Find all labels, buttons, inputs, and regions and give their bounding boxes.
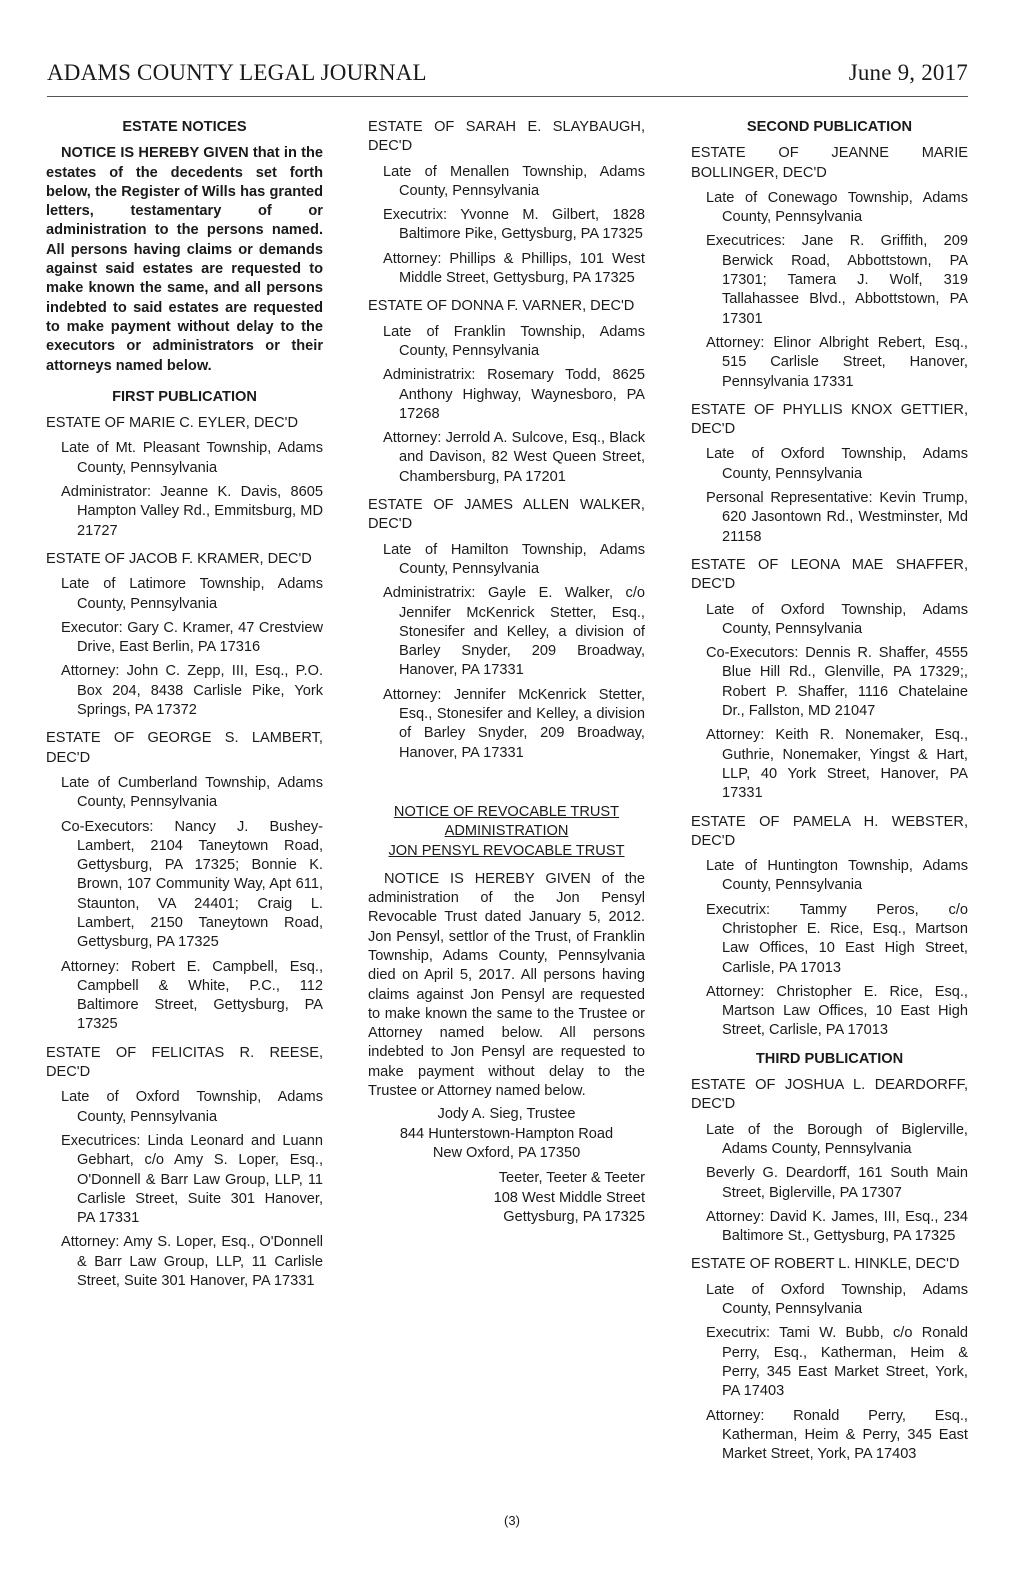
estate-line: Attorney: Jennifer McKenrick Stetter, Esq., Stonesifer and Kelley, a division of Barley Snyder, 209 Broadway, Hanover, PA 17331 [383,686,645,761]
estate-line: Late of Franklin Township, Adams County, Pennsylvania [383,323,645,359]
estate-notice [691,401,968,547]
estate-notice [691,813,968,1041]
estate-title: ESTATE OF GEORGE S. LAMBERT, DEC'D [46,730,323,766]
trust-attorney-address: 108 West Middle Street [493,1189,645,1206]
trust-notice-body: NOTICE IS HEREBY GIVEN of the administration of the Jon Pensyl Revocable Trust dated January 5, 2012. Jon Pensyl, settlor of the Trust, of Franklin Township, Adams County, Pennsylvania died on April 5, 2017. All persons having claims against Jon Pensyl are requested to make known the same to the Trustee or Attorney named below. All persons indebted to Jon Pensyl are requested to make payment without delay to the Trustee or Attorney named below. [368,870,645,1100]
estate-line: Late of Mt. Pleasant Township, Adams County, Pennsylvania [61,440,323,476]
estate-title: ESTATE OF FELICITAS R. REESE, DEC'D [46,1044,323,1081]
estate-notice [691,144,968,392]
estate-line: Executrix: Tami W. Bubb, c/o Ronald Perry, Esq., Katherman, Heim & Perry, 345 East Market Street, York, PA 17403 [706,1325,968,1400]
estate-notice [46,414,323,541]
column-1 [46,118,323,1300]
estate-line: Executrices: Linda Leonard and Luann Gebhart, c/o Amy S. Loper, Esq., O'Donnell & Barr Law Group, LLP, 11 Carlisle Street, Suite 301 Hanover, PA 17331 [61,1132,323,1227]
page-number: (3) [504,1513,520,1528]
estate-title: ESTATE OF LEONA MAE SHAFFER, DEC'D [691,556,968,593]
trustee-name: Jody A. Sieg, Trustee [437,1106,576,1123]
estate-title: ESTATE OF ROBERT L. HINKLE, DEC'D [691,1256,960,1273]
estate-notice [46,1044,323,1292]
trustee-city: New Oxford, PA 17350 [432,1144,581,1161]
estate-line: Attorney: Ronald Perry, Esq., Katherman, Heim & Perry, 345 East Market Street, York, PA 17403 [706,1407,968,1463]
journal-title: ADAMS COUNTY LEGAL JOURNAL [47,60,427,85]
estate-notice [368,496,645,763]
estate-line: Attorney: Phillips & Phillips, 101 West Middle Street, Gettysburg, PA 17325 [383,250,645,287]
estate-notice [368,118,645,288]
estate-line: Executrices: Jane R. Griffith, 209 Berwick Road, Abbottstown, PA 17301; Tamera J. Wolf, 319 Tallahassee Blvd., Abbottstown, PA 17301 [706,233,968,327]
estate-line: Co-Executors: Dennis R. Shaffer, 4555 Blue Hill Rd., Glenville, PA 17329;, Robert P. Shaffer, 1116 Chatelaine Dr., Fallston, MD 21047 [706,645,968,720]
issue-date: June 9, 2017 [848,60,968,85]
estate-line: Executrix: Yvonne M. Gilbert, 1828 Baltimore Pike, Gettysburg, PA 17325 [383,207,645,243]
column-3 [691,118,968,1473]
estate-title: ESTATE OF MARIE C. EYLER, DEC'D [46,415,298,432]
estate-line: Executor: Gary C. Kramer, 47 Crestview Drive, East Berlin, PA 17316 [61,619,323,656]
notice-intro: NOTICE IS HEREBY GIVEN that in the estates of the decedents set forth below, the Register of Wills has granted letters, testamentary of or administration to the persons named. All persons having claims or demands against said estates are requested to make known the same, and all persons indebted to said estates are requested to make payment without delay to the executors or administrators or their attorneys named below. [46,145,323,374]
estate-title: ESTATE OF PAMELA H. WEBSTER, DEC'D [691,813,968,849]
third-publication-heading: THIRD PUBLICATION [755,1050,904,1067]
second-publication-heading: SECOND PUBLICATION [746,119,913,135]
estate-line: Late of Oxford Township, Adams County, Pennsylvania [61,1089,323,1125]
estate-title: ESTATE OF JOSHUA L. DEARDORFF, DEC'D [691,1077,968,1113]
estate-line: Co-Executors: Nancy J. Bushey-Lambert, 2104 Taneytown Road, Gettysburg, PA 17325; Bonnie K. Brown, 107 Community Way, Apt 611, Staunton, VA 24401; Craig L. Lambert, 2150 Taneytown Road, Gettysburg, PA 17325 [61,818,323,951]
estate-line: Attorney: Elinor Albright Rebert, Esq., 515 Carlisle Street, Hanover, Pennsylvania 17331 [706,334,968,390]
trustee-address: 844 Hunterstown-Hampton Road [399,1125,614,1142]
estate-notice [46,729,323,1034]
estate-line: Late of Oxford Township, Adams County, Pennsylvania [706,446,968,482]
estate-title: ESTATE OF DONNA F. VARNER, DEC'D [368,298,635,315]
estate-notice [46,550,323,720]
estate-title: ESTATE OF JEANNE MARIE BOLLINGER, DEC'D [691,145,968,181]
estate-notice [691,1076,968,1246]
estate-notice [691,556,968,804]
estate-title: ESTATE OF JAMES ALLEN WALKER, DEC'D [368,497,645,533]
estate-line: Late of the Borough of Biglerville, Adams County, Pennsylvania [706,1121,968,1157]
trust-notice-heading [368,803,645,861]
estate-line: Administrator: Jeanne K. Davis, 8605 Hampton Valley Rd., Emmitsburg, MD 21727 [61,484,323,539]
estate-line: Late of Huntington Township, Adams County, Pennsylvania [706,858,968,894]
estate-line: Late of Hamilton Township, Adams County, Pennsylvania [383,541,645,577]
estate-line: Attorney: Jerrold A. Sulcove, Esq., Black and Davison, 82 West Queen Street, Chambersburg, PA 17201 [383,430,645,485]
estate-line: Personal Representative: Kevin Trump, 620 Jasontown Rd., Westminster, Md 21158 [706,490,968,545]
estate-line: Attorney: Keith R. Nonemaker, Esq., Guthrie, Nonemaker, Yingst & Hart, LLP, 40 York Street, Hanover, PA 17331 [706,727,968,802]
estate-line: Late of Oxford Township, Adams County, Pennsylvania [706,1281,968,1318]
estate-title: ESTATE OF SARAH E. SLAYBAUGH, DEC'D [368,119,645,155]
trust-heading-line: ADMINISTRATION [444,823,569,840]
estate-line: Late of Conewago Township, Adams County, Pennsylvania [706,189,968,226]
estate-line: Late of Cumberland Township, Adams County, Pennsylvania [61,774,323,811]
trust-attorney-firm: Teeter, Teeter & Teeter [498,1170,645,1187]
column-2 [368,118,645,1227]
estate-line: Attorney: David K. James, III, Esq., 234 Baltimore St., Gettysburg, PA 17325 [706,1208,968,1245]
estate-line: Late of Menallen Township, Adams County, Pennsylvania [383,163,645,199]
estate-line: Attorney: Robert E. Campbell, Esq., Campbell & White, P.C., 112 Baltimore Street, Gettysburg, PA 17325 [61,958,323,1033]
estate-line: Executrix: Tammy Peros, c/o Christopher E. Rice, Esq., Martson Law Offices, 10 East High Street, Carlisle, PA 17013 [706,901,968,976]
trust-heading-line: NOTICE OF REVOCABLE TRUST [393,803,620,820]
trust-heading-line: JON PENSYL REVOCABLE TRUST [388,842,625,859]
estate-line: Attorney: Amy S. Loper, Esq., O'Donnell & Barr Law Group, LLP, 11 Carlisle Street, Suite 301 Hanover, PA 17331 [61,1234,323,1290]
trust-attorney-city: Gettysburg, PA 17325 [503,1208,645,1225]
estate-notice [368,297,645,487]
estate-notices-heading: ESTATE NOTICES [122,119,247,135]
estate-line: Late of Oxford Township, Adams County, Pennsylvania [706,601,968,637]
estate-line: Administratrix: Rosemary Todd, 8625 Anthony Highway, Waynesboro, PA 17268 [383,367,645,422]
estate-line: Late of Latimore Township, Adams County, Pennsylvania [61,576,323,612]
page-header [47,58,968,97]
estate-line: Attorney: John C. Zepp, III, Esq., P.O. Box 204, 8438 Carlisle Pike, York Springs, PA 17372 [61,663,323,719]
estate-line: Beverly G. Deardorff, 161 South Main Street, Biglerville, PA 17307 [706,1165,968,1201]
estate-line: Administratrix: Gayle E. Walker, c/o Jennifer McKenrick Stetter, Esq., Stonesifer and Kelley, a division of Barley Snyder, 209 Broadway, Hanover, PA 17331 [383,585,645,679]
estate-notice [691,1255,968,1464]
first-publication-heading: FIRST PUBLICATION [112,388,257,405]
estate-title: ESTATE OF PHYLLIS KNOX GETTIER, DEC'D [691,401,968,438]
estate-title: ESTATE OF JACOB F. KRAMER, DEC'D [46,550,312,567]
estate-line: Attorney: Christopher E. Rice, Esq., Martson Law Offices, 10 East High Street, Carlisle, PA 17013 [706,983,968,1039]
